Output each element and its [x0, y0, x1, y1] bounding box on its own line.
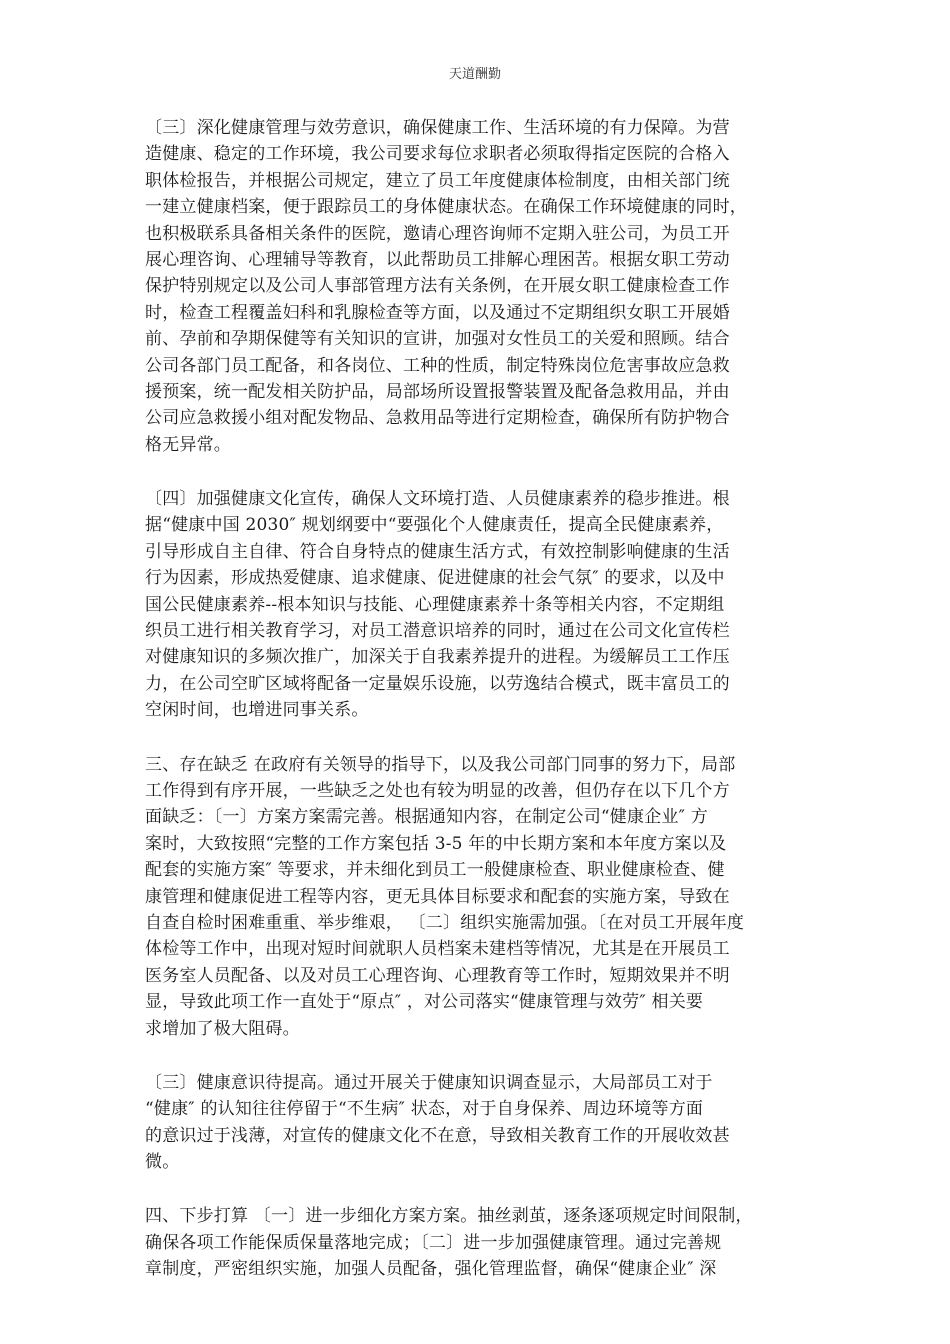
text-line: 自查自检时困难重重、举步维艰， 〔二〕组织实施需加强。〔在对员工开展年度: [145, 912, 745, 933]
text-line: 援预案，统一配发相关防护品，局部场所设置报警装置及配备急救用品，并由: [145, 381, 730, 402]
text-line: 工作得到有序开展，一些缺乏之处也有较为明显的改善，但仍存在以下几个方: [145, 780, 730, 801]
text-line: 造健康、稳定的工作环境，我公司要求每位求职者必须取得指定医院的合格入: [145, 144, 730, 165]
text-line: 康管理和健康促进工程等内容，更无具体目标要求和配套的实施方案，导致在: [145, 886, 730, 907]
text-line: 〔三〕健康意识待提高。通过开展关于健康知识调查显示，大局部员工对于: [145, 1072, 713, 1093]
text-line: 体检等工作中，出现对短时间就职人员档案未建档等情况，尤其是在开展员工: [145, 939, 730, 960]
text-line: 力，在公司空旷区域将配备一定量娱乐设施，以劳逸结合模式，既丰富员工的: [145, 673, 730, 694]
text-line: 显，导致此项工作一直处于“原点″ ，对公司落实“健康管理与效劳″ 相关要: [145, 992, 704, 1013]
text-line: “健康″ 的认知往往停留于“不生病″ 状态，对于自身保养、周边环境等方面: [145, 1099, 704, 1120]
text-line: 四、下步打算 〔一〕进一步细化方案方案。抽丝剥茧，逐条逐项规定时间限制，: [145, 1206, 753, 1227]
text-line: 国公民健康素养--根本知识与技能、心理健康素养十条等相关内容，不定期组: [145, 594, 725, 615]
paragraph-4: [145, 1070, 815, 1176]
text-line: 职体检报告，并根据公司规定，建立了员工年度健康体检制度，由相关部门统: [145, 170, 730, 191]
text-line: 医务室人员配备、以及对员工心理咨询、心理教育等工作时，短期效果并不明: [145, 965, 730, 986]
text-line: 前、孕前和孕期保健等有关知识的宣讲，加强对女性员工的关爱和照顾。结合: [145, 329, 730, 350]
text-line: 织员工进行相关教育学习，对员工潜意识培养的同时，通过在公司文化宣传栏: [145, 621, 730, 642]
text-line: 引导形成自主自律、符合自身特点的健康生活方式，有效控制影响健康的生活: [145, 541, 730, 562]
text-line: 求增加了极大阻碍。: [145, 1018, 300, 1039]
paragraph-5: [145, 1203, 815, 1282]
text-line: 一建立健康档案，便于跟踪员工的身体健康状态。在确保工作环境健康的同时，: [145, 197, 747, 218]
text-line: 时，检查工程覆盖妇科和乳腺检查等方面，以及通过不定期组织女职工开展婚: [145, 302, 730, 323]
text-line: 也积极联系具备相关条件的医院，邀请心理咨询师不定期入驻公司，为员工开: [145, 223, 730, 244]
text-line: 配套的实施方案″ 等要求，并未细化到员工一般健康检查、职业健康检查、健: [145, 860, 725, 881]
text-line: 行为因素，形成热爱健康、追求健康、促进健康的社会气氛″ 的要求，以及中: [145, 568, 725, 589]
paragraph-1: [145, 115, 815, 458]
text-line: 微。: [145, 1152, 180, 1173]
document-body: [145, 115, 815, 1311]
text-line: 面缺乏：〔一〕方案方案需完善。根据通知内容，在制定公司“健康企业″ 方: [145, 807, 708, 828]
text-line: 章制度，严密组织实施，加强人员配备，强化管理监督，确保“健康企业″ 深: [145, 1259, 717, 1280]
text-line: 三、存在缺乏 在政府有关领导的指导下，以及我公司部门同事的努力下，局部: [145, 754, 736, 775]
paragraph-3: [145, 752, 815, 1042]
text-line: 对健康知识的多频次推广，加深关于自我素养提升的进程。为缓解员工工作压: [145, 647, 730, 668]
text-line: 公司应急救援小组对配发物品、急救用品等进行定期检查，确保所有防护物合: [145, 408, 730, 429]
text-line: 案时，大致按照“完整的工作方案包括 3-5 年的中长期方案和本年度方案以及: [145, 833, 727, 854]
text-line: 格无异常。: [145, 434, 231, 455]
text-line: 展心理咨询、心理辅导等教育，以此帮助员工排解心理困苦。根据女职工劳动: [145, 249, 730, 270]
text-line: 确保各项工作能保质保量落地完成；〔二〕进一步加强健康管理。通过完善规: [145, 1232, 722, 1253]
page-header: 天道酬勤: [448, 67, 501, 82]
text-line: 〔四〕加强健康文化宣传，确保人文环境打造、人员健康素养的稳步推进。根: [145, 489, 730, 510]
text-line: 空闲时间，也增进同事关系。: [145, 700, 369, 721]
text-line: 公司各部门员工配备，和各岗位、工种的性质，制定特殊岗位危害事故应急救: [145, 355, 730, 376]
text-line: 〔三〕深化健康管理与效劳意识，确保健康工作、生活环境的有力保障。为营: [145, 118, 730, 138]
text-line: 据“健康中国 2030″ 规划纲要中“要强化个人健康责任，提高全民健康素养，: [145, 515, 724, 536]
text-line: 保护特别规定以及公司人事部管理方法有关条例，在开展女职工健康检查工作: [145, 276, 730, 297]
paragraph-2: [145, 486, 815, 724]
text-line: 的意识过于浅薄，对宣传的健康文化不在意，导致相关教育工作的开展收效甚: [145, 1125, 730, 1146]
